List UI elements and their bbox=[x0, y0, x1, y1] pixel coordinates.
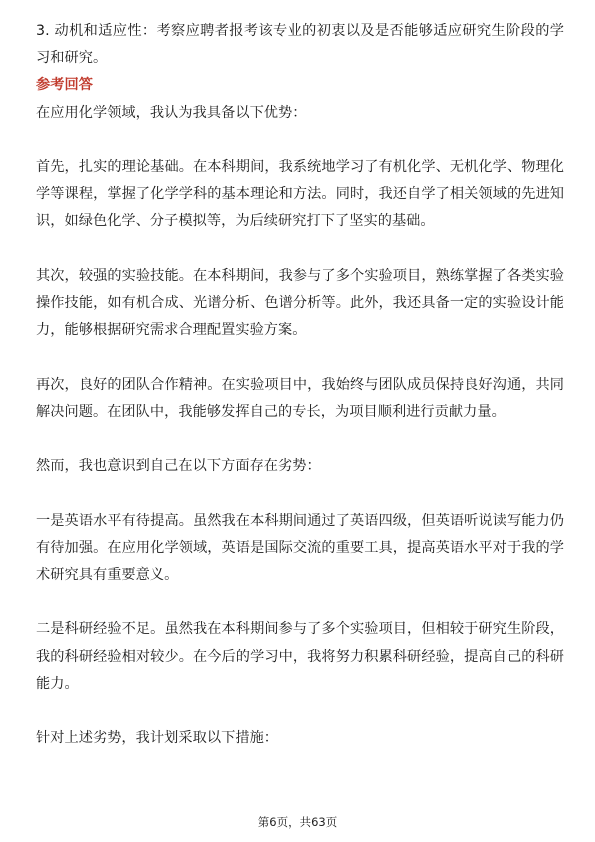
document-body bbox=[36, 18, 564, 752]
question-text: 3. 动机和适应性：考察应聘者报考该专业的初衷以及是否能够适应研究生阶段的学习和研究。 bbox=[36, 23, 564, 67]
paragraph-weakness-intro: 然而，我也意识到自己在以下方面存在劣势： bbox=[36, 458, 321, 475]
paragraph-measures-intro: 针对上述劣势，我计划采取以下措施： bbox=[36, 730, 279, 747]
page-number: 第6页，共63页 bbox=[257, 815, 338, 829]
paragraph-strength-lab: 其次，较强的实验技能。在本科期间，我参与了多个实验项目，熟练掌握了各类实验操作技能，如有机合成、光谱分析、色谱分析等。此外，我还具备一定的实验设计能力，能够根据研究需求合理配置实验方案。 bbox=[36, 267, 564, 339]
paragraph-weakness-research: 二是科研经验不足。虽然我在本科期间参与了多个实验项目，但相较于研究生阶段，我的科研经验相对较少。在今后的学习中，我将努力积累科研经验，提高自己的科研能力。 bbox=[36, 621, 564, 692]
paragraph-strength-team: 再次，良好的团队合作精神。在实验项目中，我始终与团队成员保持良好沟通，共同解决问题。在团队中，我能够发挥自己的专长，为项目顺利进行贡献力量。 bbox=[36, 376, 564, 420]
answer-heading: 参考回答 bbox=[36, 77, 93, 94]
paragraph-strength-theory: 首先，扎实的理论基础。在本科期间，我系统地学习了有机化学、无机化学、物理化学等课程，掌握了化学学科的基本理论和方法。同时，我还自学了相关领域的先进知识，如绿色化学、分子模拟等，为后续研究打下了坚实的基础。 bbox=[36, 159, 564, 230]
paragraph-weakness-english: 一是英语水平有待提高。虽然我在本科期间通过了英语四级，但英语听说读写能力仍有待加强。在应用化学领域，英语是国际交流的重要工具，提高英语水平对于我的学术研究具有重要意义。 bbox=[36, 512, 564, 583]
answer-intro: 在应用化学领域，我认为我具备以下优势： bbox=[36, 104, 307, 121]
